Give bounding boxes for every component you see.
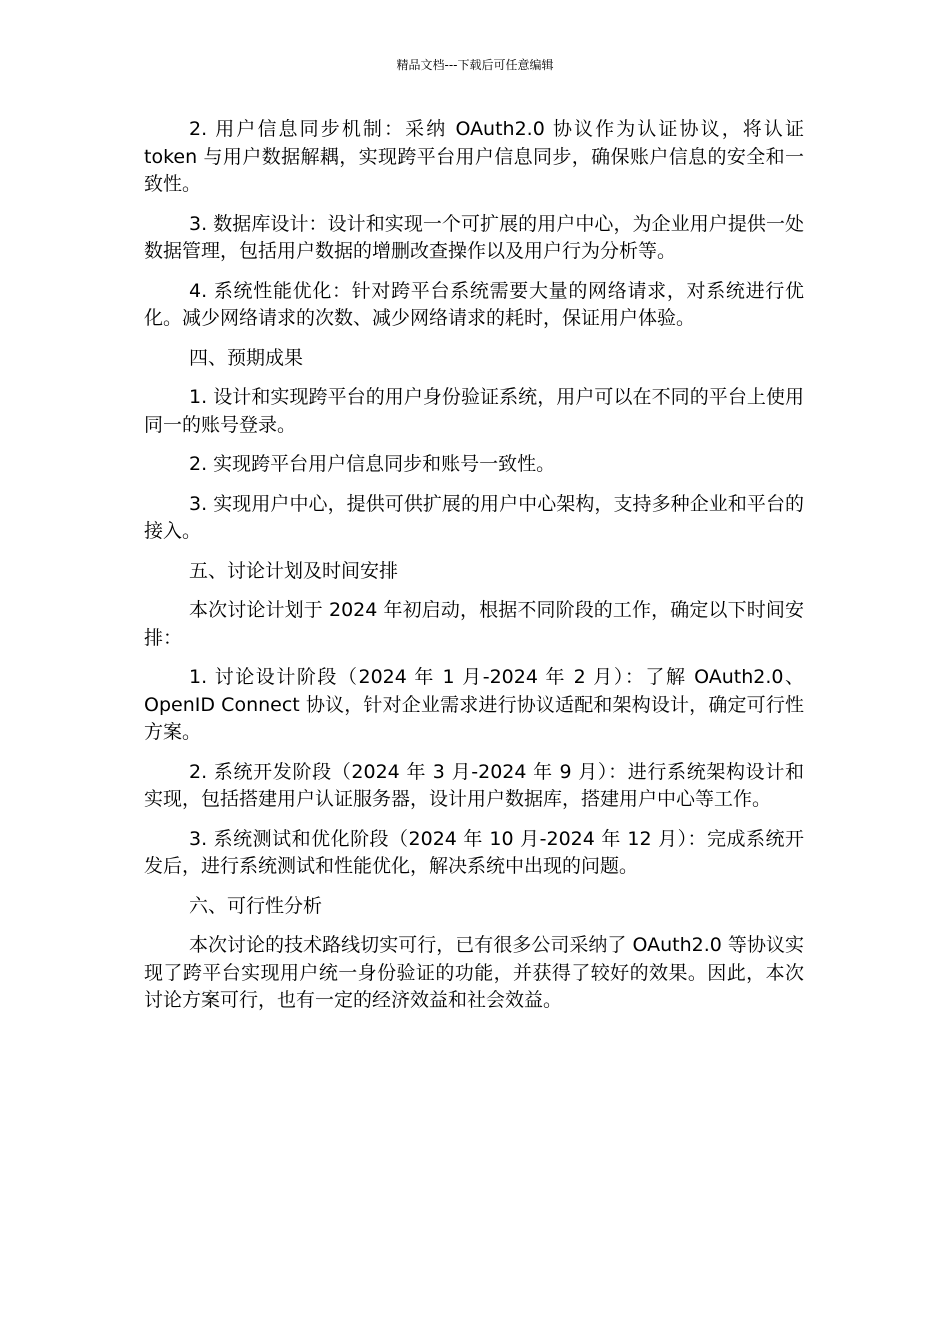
paragraph-result-3: 3. 实现用户中心，提供可供扩展的用户中心架构，支持多种企业和平台的接入。 <box>144 492 804 542</box>
paragraph-user-info-sync: 2. 用户信息同步机制：采纳 OAuth2.0 协议作为认证协议，将认证 token 与用户数据解耦，实现跨平台用户信息同步，确保账户信息的安全和一致性。 <box>144 118 804 195</box>
page-header: 精品文档---下载后可任意编辑 <box>396 58 554 72</box>
paragraph-phase-1: 1. 讨论设计阶段（2024 年 1 月-2024 年 2 月）：了解 OAuth2.0、OpenID Connect 协议，针对企业需求进行协议适配和架构设计，确定可行性方案。 <box>144 666 804 743</box>
paragraph-result-2: 2. 实现跨平台用户信息同步和账号一致性。 <box>189 453 556 475</box>
paragraph-feasibility: 本次讨论的技术路线切实可行，已有很多公司采纳了 OAuth2.0 等协议实现了跨平台实现用户统一身份验证的功能，并获得了较好的效果。因此，本次讨论方案可行，也有一定的经济效益和社会效益。 <box>144 934 804 1011</box>
section-heading-plan-schedule: 五、讨论计划及时间安排 <box>189 559 399 582</box>
section-heading-feasibility: 六、可行性分析 <box>189 894 323 917</box>
paragraph-phase-2: 2. 系统开发阶段（2024 年 3 月-2024 年 9 月）：进行系统架构设计和实现，包括搭建用户认证服务器，设计用户数据库，搭建用户中心等工作。 <box>144 760 804 810</box>
section-heading-expected-results: 四、预期成果 <box>189 346 304 369</box>
paragraph-result-1: 1. 设计和实现跨平台的用户身份验证系统，用户可以在不同的平台上使用同一的账号登录。 <box>144 386 804 436</box>
paragraph-performance-optimization: 4. 系统性能优化：针对跨平台系统需要大量的网络请求，对系统进行优化。减少网络请求的次数、减少网络请求的耗时，保证用户体验。 <box>144 279 804 329</box>
paragraph-phase-3: 3. 系统测试和优化阶段（2024 年 10 月-2024 年 12 月）：完成系统开发后，进行系统测试和性能优化，解决系统中出现的问题。 <box>144 827 804 877</box>
paragraph-database-design: 3. 数据库设计：设计和实现一个可扩展的用户中心，为企业用户提供一处数据管理，包括用户数据的增删改查操作以及用户行为分析等。 <box>144 212 804 262</box>
paragraph-plan-intro: 本次讨论计划于 2024 年初启动，根据不同阶段的工作，确定以下时间安排： <box>144 599 804 649</box>
document-body <box>144 116 804 1027</box>
